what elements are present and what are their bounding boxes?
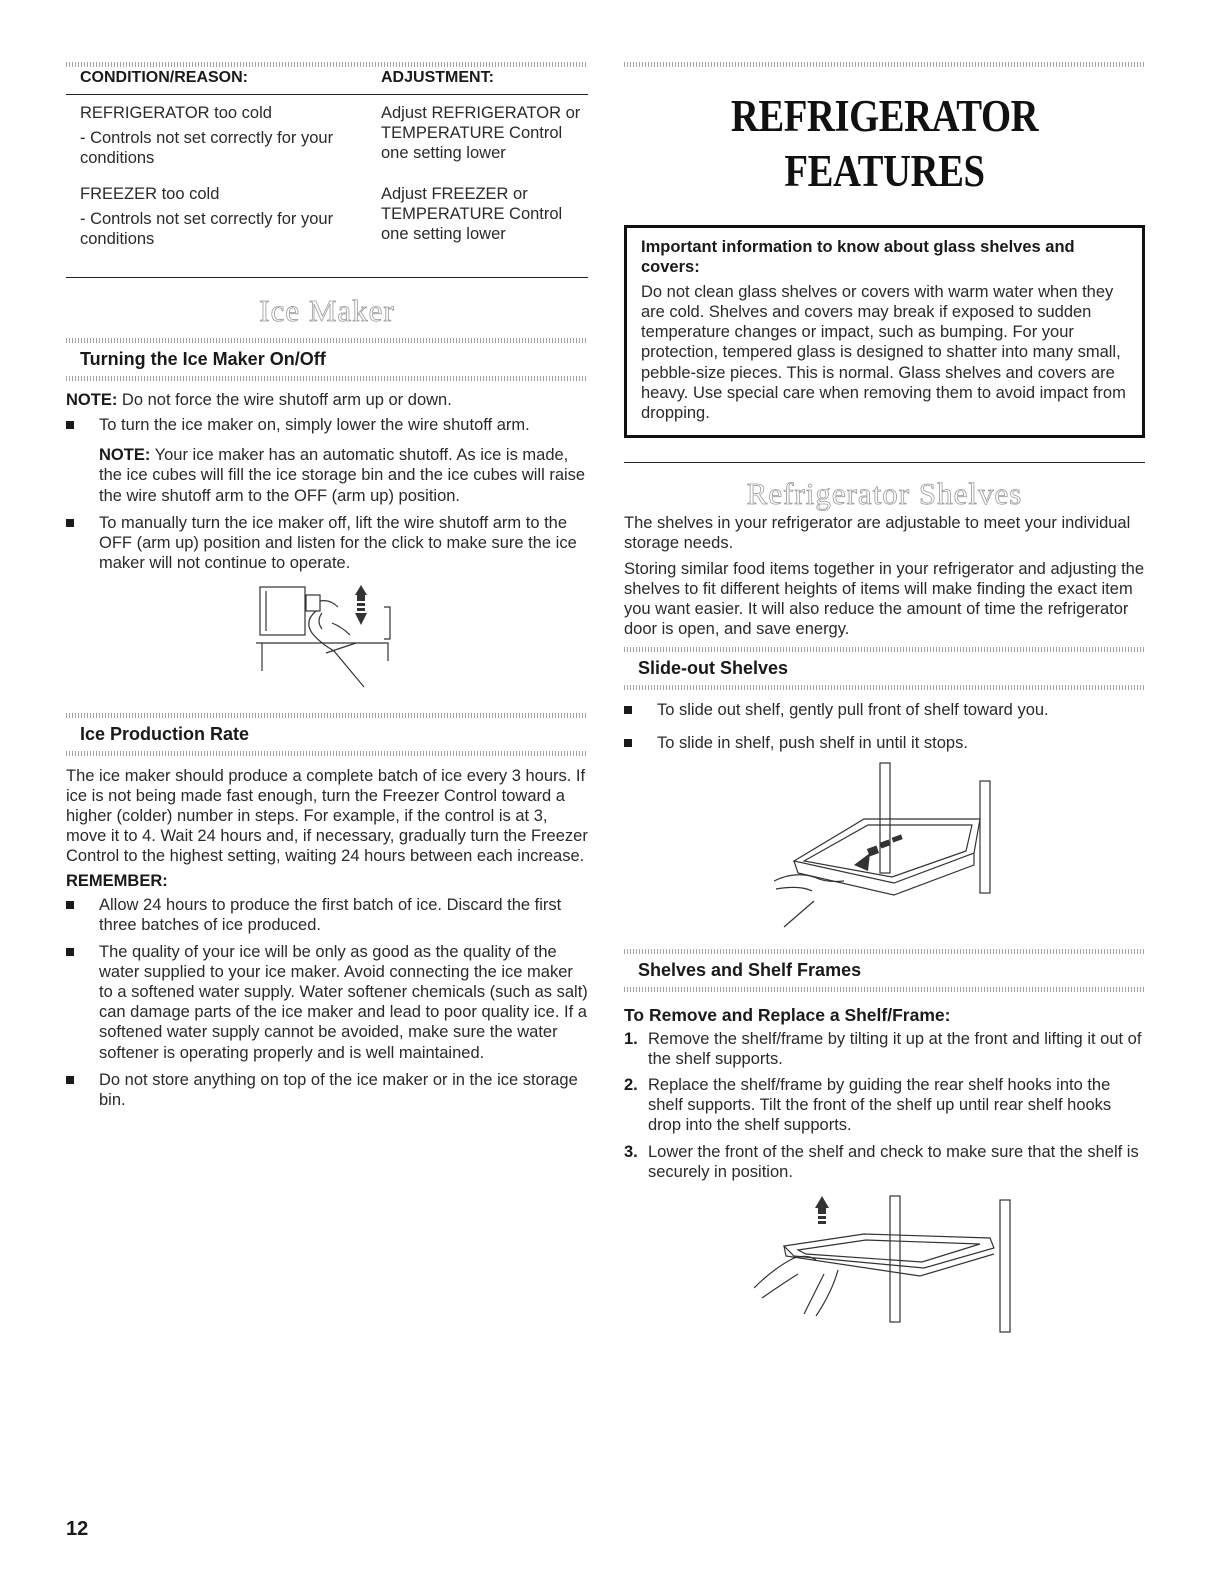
remove-shelf-illustration xyxy=(754,1194,1014,1334)
shelves-paragraph-2: Storing similar food items together in your refrigerator and adjusting the shelves to fit different heights of items will make finding the exact item you want easier. It will also reduce the amount of time the refrigerator door is open, and save energy. xyxy=(624,559,1145,639)
bullet-list xyxy=(66,895,588,1110)
subheading-turning-ice-maker: Turning the Ice Maker On/Off xyxy=(80,349,326,370)
table-header-condition: CONDITION/REASON: xyxy=(66,67,367,94)
dotted-rule xyxy=(66,713,588,718)
table-row xyxy=(66,94,588,176)
dotted-rule xyxy=(624,987,1145,992)
list-item: The quality of your ice will be only as good as the quality of the water supplied to your ice maker. Avoid connecting the ice maker to a softened water supply. Water softener chemicals (such as salt) can damage parts of the ice maker and lead to poor quality ice. If a softened water supply cannot be avoided, make sure the water softener is operating properly and is well maintained. xyxy=(66,942,588,1063)
dotted-rule xyxy=(624,647,1145,652)
troubleshooting-table xyxy=(66,67,588,278)
page-title: REFRIGERATOR FEATURES xyxy=(730,91,1039,196)
dotted-rule xyxy=(66,376,588,381)
condition-text: REFRIGERATOR too cold xyxy=(80,103,272,122)
bullet-icon xyxy=(624,739,632,747)
list-item: Allow 24 hours to produce the first batch of ice. Discard the first three batches of ice produced. xyxy=(66,895,588,935)
slide-out-shelf-illustration xyxy=(774,761,1004,931)
table-header-adjustment: ADJUSTMENT: xyxy=(367,67,588,94)
reason-text: - Controls not set correctly for your conditions xyxy=(80,128,334,167)
steps-heading: To Remove and Replace a Shelf/Frame: xyxy=(624,1004,951,1025)
list-item: To manually turn the ice maker off, lift the wire shutoff arm to the OFF (arm up) position and listen for the click to make sure the ice maker will not continue to operate. xyxy=(66,513,588,573)
list-item: 3. Lower the front of the shelf and check to make sure that the shelf is securely in position. xyxy=(624,1142,1139,1181)
ice-maker-illustration xyxy=(256,583,406,698)
section-title-ice-maker: Ice Maker xyxy=(259,293,395,329)
dotted-rule xyxy=(66,751,588,756)
bullet-icon xyxy=(66,948,74,956)
warning-heading: Important information to know about glass shelves and covers: xyxy=(641,237,1075,276)
bullet-list xyxy=(66,415,588,573)
dotted-rule xyxy=(624,62,1145,67)
dotted-rule xyxy=(624,949,1145,954)
adjustment-text: Adjust REFRIGERATOR or TEMPERATURE Control one setting lower xyxy=(381,103,581,162)
subheading-ice-production-rate: Ice Production Rate xyxy=(80,724,250,745)
bullet-icon xyxy=(66,519,74,527)
subheading-shelves-and-frames: Shelves and Shelf Frames xyxy=(638,959,862,980)
list-item: To slide in shelf, push shelf in until it stops. xyxy=(624,733,1145,753)
bullet-icon xyxy=(66,421,74,429)
inner-note: NOTE: Your ice maker has an automatic shutoff. As ice is made, the ice cubes will fill the ice storage bin and the ice cubes will raise the wire shutoff arm to the OFF (arm up) position. xyxy=(99,446,586,505)
steps-list xyxy=(624,1029,1145,1182)
solid-rule xyxy=(624,462,1145,463)
list-item: 2. Replace the shelf/frame by guiding the rear shelf hooks into the shelf supports. Tilt the front of the shelf up until rear shelf hooks drop into the shelf supports. xyxy=(624,1076,1112,1135)
page-number: 12 xyxy=(66,1518,89,1540)
subheading-slide-out-shelves: Slide-out Shelves xyxy=(638,658,789,679)
right-column xyxy=(624,62,1145,1334)
bullet-icon xyxy=(66,901,74,909)
list-item: 1. Remove the shelf/frame by tilting it up at the front and lifting it out of the shelf supports. xyxy=(624,1029,1142,1069)
reason-text: - Controls not set correctly for your conditions xyxy=(80,210,334,249)
bullet-icon xyxy=(66,1076,74,1084)
table-row xyxy=(66,176,588,278)
left-column xyxy=(66,62,588,1110)
warning-box xyxy=(624,225,1145,438)
list-item: Do not store anything on top of the ice maker or in the ice storage bin. xyxy=(66,1070,588,1110)
dotted-rule xyxy=(66,62,588,67)
ice-rate-paragraph: The ice maker should produce a complete batch of ice every 3 hours. If ice is not being made fast enough, turn the Freezer Control toward a higher (colder) number in steps. For example, if the control is at 3, move it to 4. Wait 24 hours and, if necessary, gradually turn the Freezer Control to the highest setting, waiting 24 hours between each increase. xyxy=(66,766,588,866)
note-paragraph: NOTE: Do not force the wire shutoff arm up or down. xyxy=(66,391,452,410)
section-title-refrigerator-shelves: Refrigerator Shelves xyxy=(746,475,1023,511)
warning-body: Do not clean glass shelves or covers with warm water when they are cold. Shelves and covers may break if exposed to sudden temperature changes or impact, such as bumping. For your protection, tempered glass is designed to shatter into many small, pebble-size pieces. This is normal. Glass shelves and covers are heavy. Use special care when removing them to avoid impact from dropping. xyxy=(641,283,1126,422)
list-item: To turn the ice maker on, simply lower the wire shutoff arm. NOTE: Your ice maker has an automatic shutoff. As ice is made, the ice cubes will fill the ice storage bin and the ice cubes will raise the wire shutoff arm to the OFF (arm up) position. xyxy=(66,415,588,506)
dotted-rule xyxy=(66,338,588,343)
dotted-rule xyxy=(624,685,1145,690)
bullet-icon xyxy=(624,706,632,714)
list-item: To slide out shelf, gently pull front of shelf toward you. xyxy=(624,700,1145,720)
shelves-paragraph-1: The shelves in your refrigerator are adjustable to meet your individual storage needs. xyxy=(624,513,1131,552)
adjustment-text: Adjust FREEZER or TEMPERATURE Control one setting lower xyxy=(367,176,588,278)
bullet-list xyxy=(624,700,1145,752)
remember-label: REMEMBER: xyxy=(66,871,168,890)
condition-text: FREEZER too cold xyxy=(80,184,220,203)
